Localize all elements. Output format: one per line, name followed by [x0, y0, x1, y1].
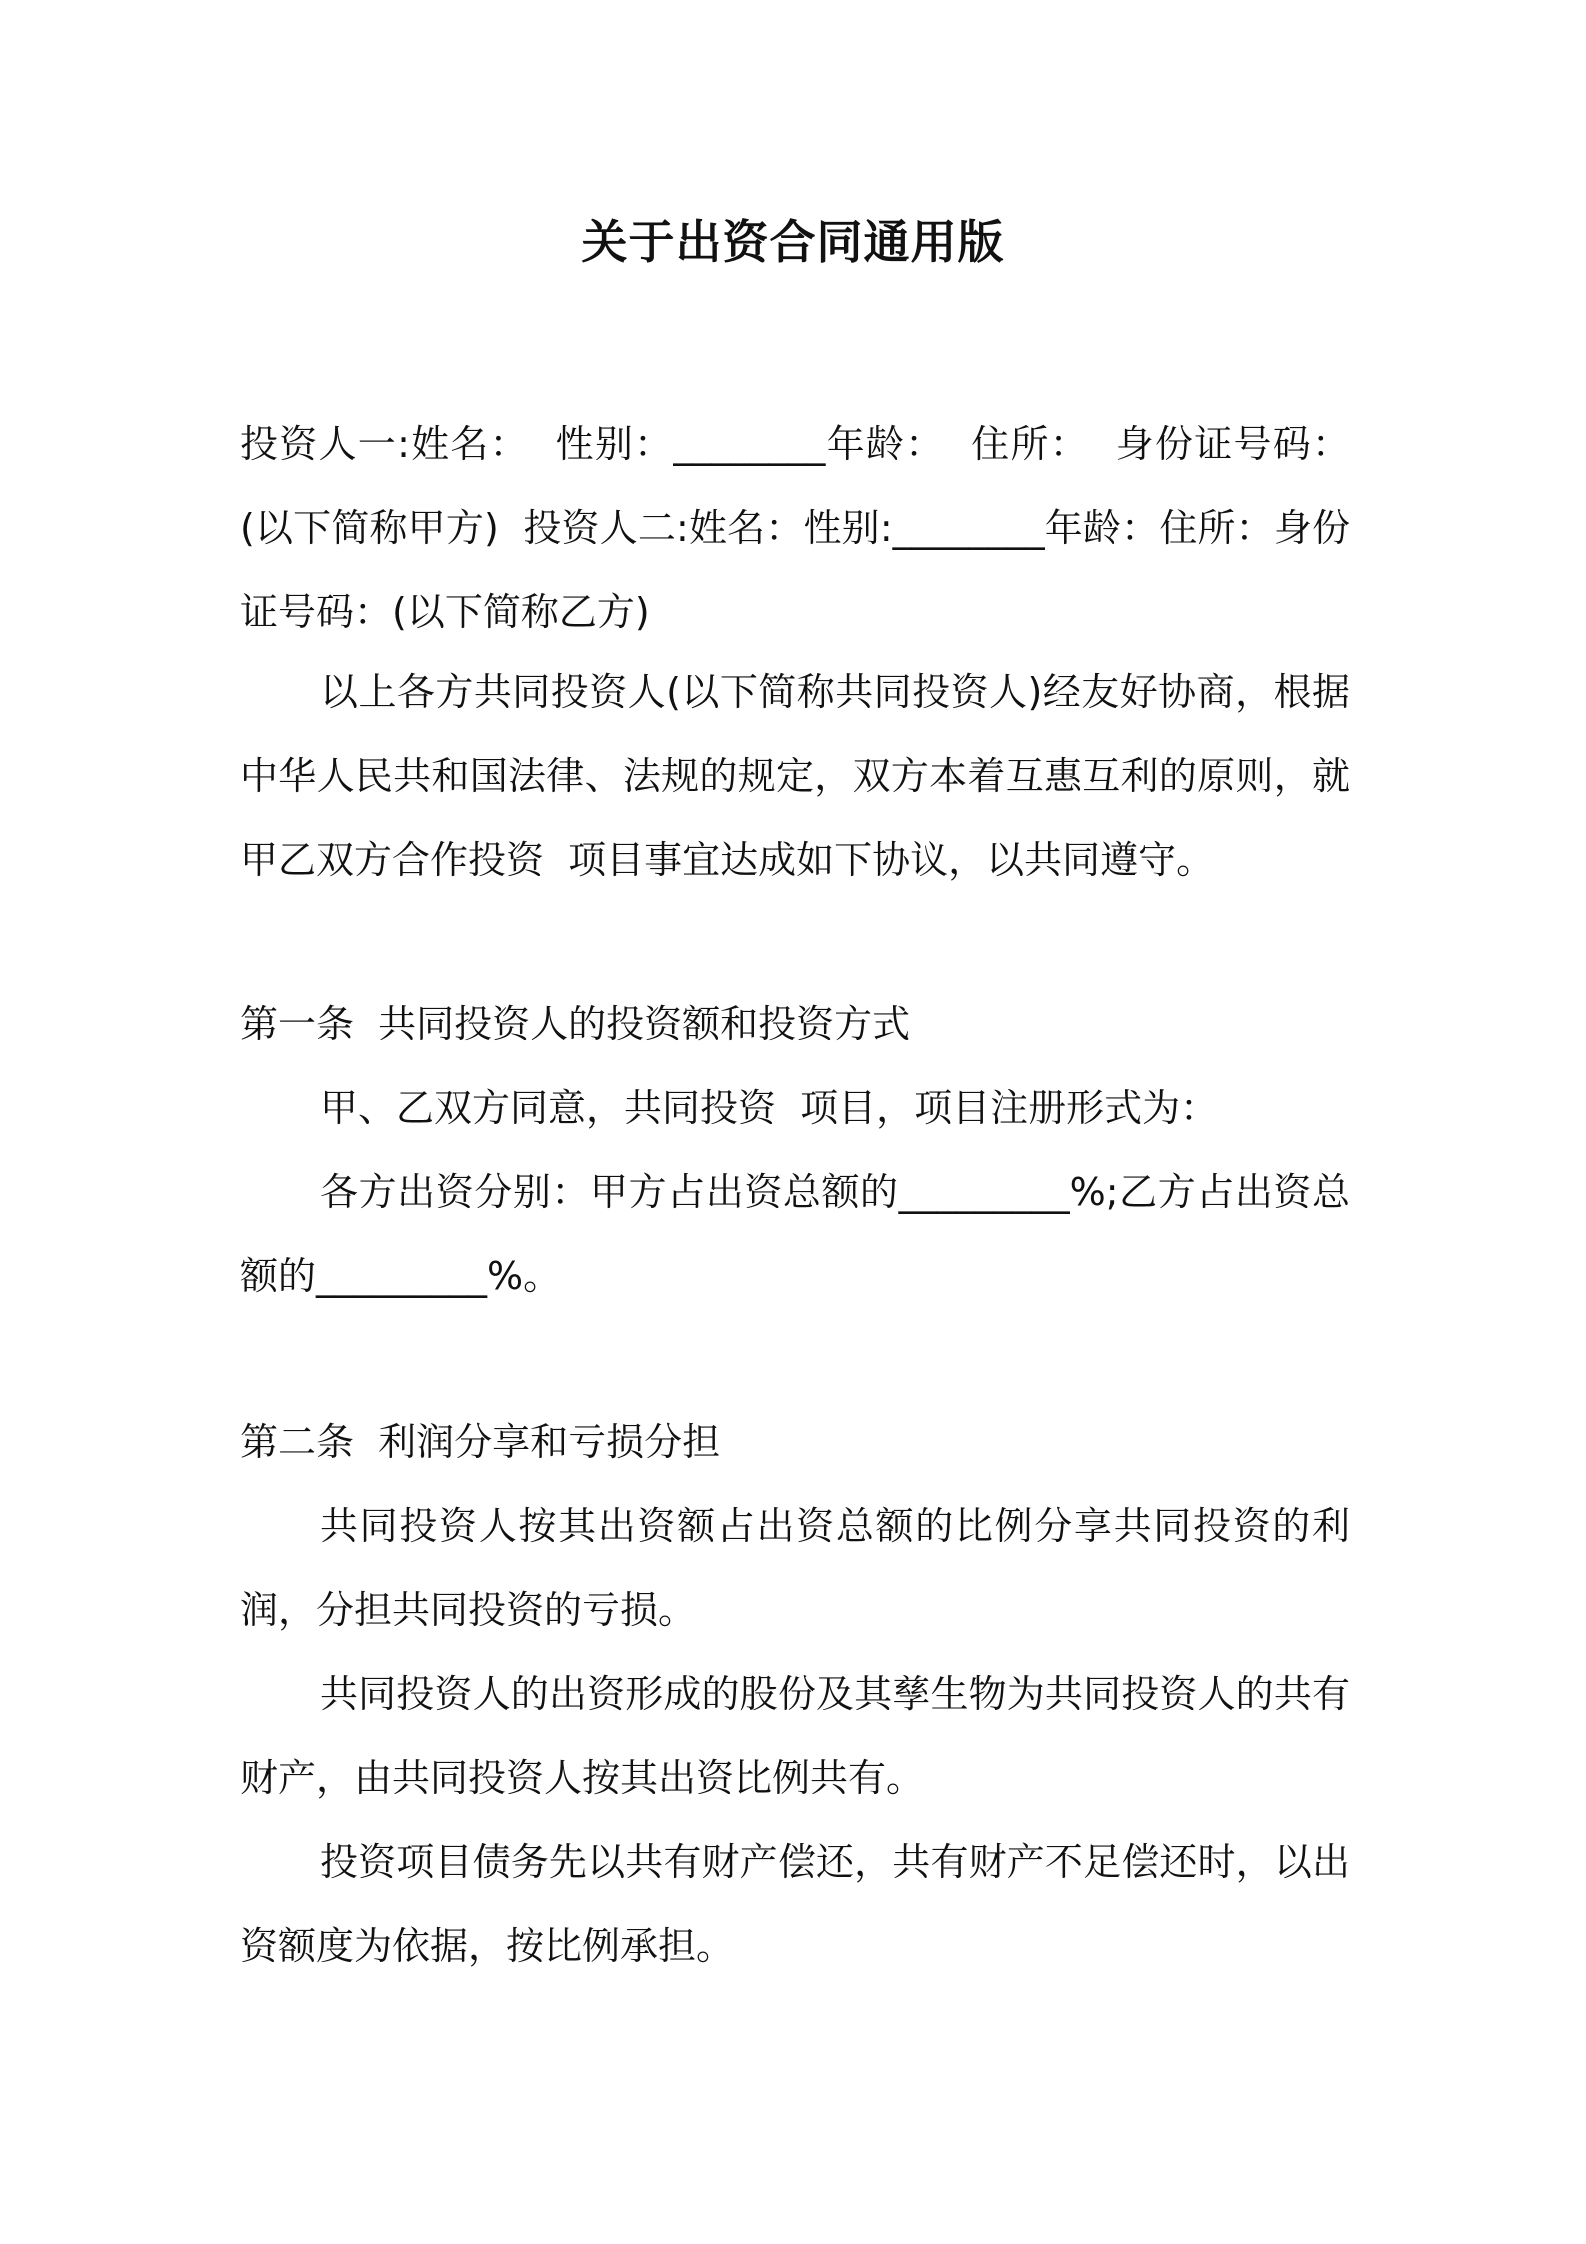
- article-2-heading-text: 第二条 利润分享和亏损分担: [240, 1420, 721, 1464]
- article-1-heading-text: 第一条 共同投资人的投资额和投资方式: [240, 1002, 911, 1046]
- document-title: 关于出资合同通用版: [581, 215, 1005, 269]
- article-1-paragraph-2-text: 各方出资分别：甲方占出资总额的_________%;乙方占出资总额的_________%。: [240, 1170, 1350, 1298]
- article-1-paragraph-1-text: 甲、乙双方同意，共同投资 项目，项目注册形式为：: [320, 1086, 1219, 1130]
- article-2-paragraph-2-text: 共同投资人的出资形成的股份及其孳生物为共同投资人的共有财产，由共同投资人按其出资比例共有。: [240, 1672, 1350, 1800]
- article-2-heading: [240, 1400, 1350, 1484]
- article-1-paragraph-1: [240, 1066, 1350, 1150]
- article-2-paragraph-3: [240, 1820, 1350, 1988]
- preamble-text: 以上各方共同投资人(以下简称共同投资人)经友好协商，根据中华人民共和国法律、法规的规定，双方本着互惠互利的原则，就甲乙双方合作投资 项目事宜达成如下协议，以共同遵守。: [240, 670, 1350, 882]
- article-2-paragraph-1: [240, 1484, 1350, 1652]
- article-1-paragraph-2: [240, 1150, 1350, 1318]
- parties-text: 投资人一:姓名： 性别：________年龄： 住所： 身份证号码：(以下简称甲方) 投资人二:姓名：性别:________年龄：住所：身份证号码：(以下简称乙方): [240, 422, 1350, 634]
- article-2-paragraph-3-text: 投资项目债务先以共有财产偿还，共有财产不足偿还时，以出资额度为依据，按比例承担。: [240, 1840, 1350, 1968]
- article-2-paragraph-1-text: 共同投资人按其出资额占出资总额的比例分享共同投资的利润，分担共同投资的亏损。: [240, 1504, 1350, 1632]
- preamble-paragraph: [240, 650, 1350, 902]
- article-1-heading: [240, 982, 1350, 1066]
- article-2-paragraph-2: [240, 1652, 1350, 1820]
- parties-paragraph: [240, 402, 1350, 654]
